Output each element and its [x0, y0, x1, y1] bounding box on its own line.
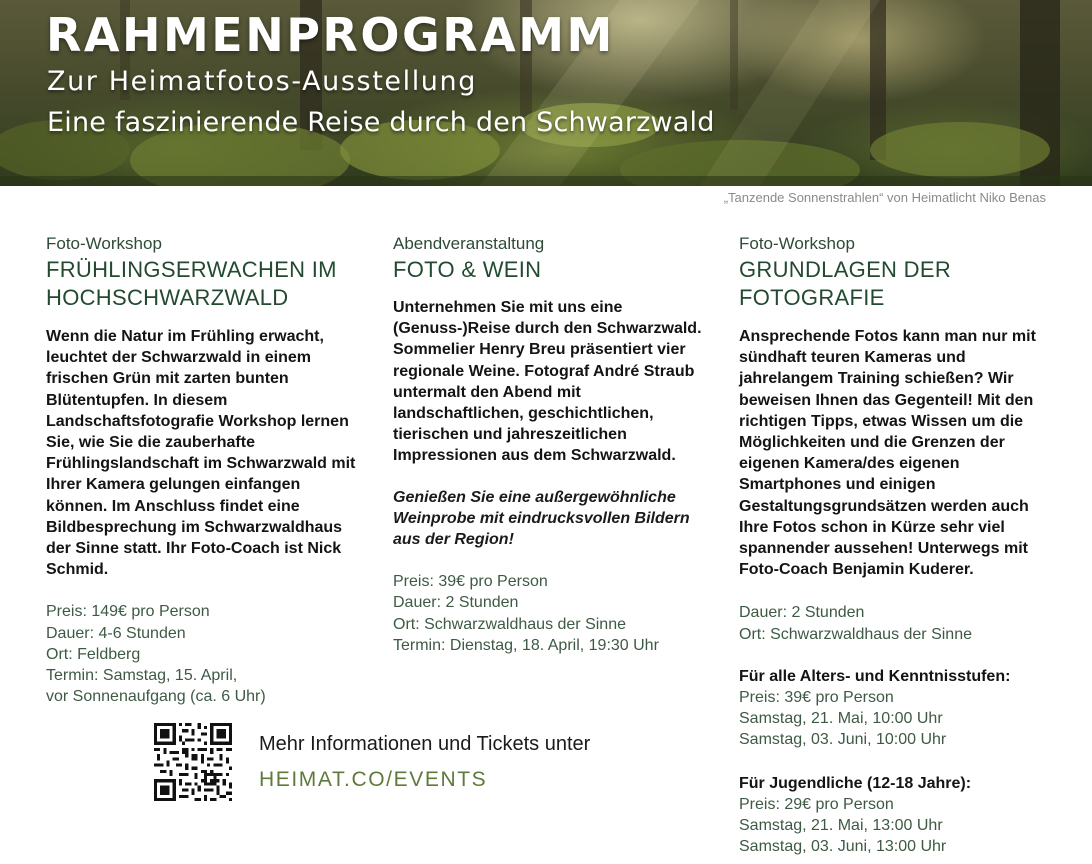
- schedule-group-youth: [739, 773, 1057, 858]
- event-details: Preis: 39€ pro Person Dauer: 2 Stunden Ort: Schwarzwaldhaus der Sinne Termin: Dienstag, 18. April, 19:30 Uhr: [393, 573, 659, 654]
- event-category: Abendveranstaltung: [393, 234, 545, 253]
- event-title: FRÜHLINGSERWACHEN IM HOCHSCHWARZWALD: [46, 257, 337, 310]
- event-category: Foto-Workshop: [739, 234, 855, 253]
- event-description: Wenn die Natur im Frühling erwacht, leuchtet der Schwarzwald in einem frischen Grün mit zarten bunten Blütentupfen. In diesem Landschaftsfotografie Workshop lernen Sie, wie Sie die zauberhafte Frühlingslandschaft im Schwarzwald mit Ihrer Kamera gelungen einfangen können. Im Anschluss findet eine Bildbesprechung im Schwarzwaldhaus der Sinne statt. Ihr Foto-Coach ist Nick Schmid.: [46, 328, 356, 579]
- schedule-group-lines: Preis: 29€ pro Person Samstag, 21. Mai, 13:00 Uhr Samstag, 03. Juni, 13:00 Uhr: [739, 795, 947, 856]
- tickets-link[interactable]: HEIMAT.CO/EVENTS: [259, 768, 488, 791]
- photo-credit: „Tanzende Sonnenstrahlen“ von Heimatlicht Niko Benas: [723, 190, 1046, 205]
- schedule-group-heading: Für alle Alters- und Kenntnisstufen:: [739, 667, 1011, 685]
- page-tagline: Eine faszinierende Reise durch den Schwarzwald: [47, 107, 715, 138]
- event-description: Unternehmen Sie mit uns eine (Genuss-)Reise durch den Schwarzwald. Sommelier Henry Breu präsentiert vier regionale Weine. Fotograf André Straub untermalt den Abend mit landschaftlichen, geschichtlichen, tierischen und jahreszeitlichen Impressionen aus dem Schwarzwald.: [393, 299, 702, 465]
- event-card-basics-workshop: [739, 234, 1057, 857]
- event-title: GRUNDLAGEN DER FOTOGRAFIE: [739, 257, 952, 310]
- qr-code-icon[interactable]: [154, 723, 232, 801]
- event-category: Foto-Workshop: [46, 234, 162, 253]
- event-details: Dauer: 2 Stunden Ort: Schwarzwaldhaus der Sinne: [739, 604, 972, 643]
- tickets-info-text: Mehr Informationen und Tickets unter: [259, 733, 591, 755]
- page-subtitle: Zur Heimatfotos-Ausstellung: [47, 66, 477, 97]
- schedule-group-all-levels: [739, 666, 1057, 751]
- event-description: Ansprechende Fotos kann man nur mit sündhaft teuren Kameras und jahrelangem Training schießen? Wir beweisen Ihnen das Gegenteil! Mit den richtigen Tipps, etwas Wissen um die Möglichkeiten und die Grenzen der eigenen Kamera/des eigenen Smartphones und einigen Gestaltungsgrundsätzen werden auch Ihre Fotos schon in Kürze sehr viel spannender aussehen! Unterwegs mit Foto-Coach Benjamin Kuderer.: [739, 328, 1036, 579]
- page-title: RAHMENPROGRAMM: [46, 8, 615, 62]
- schedule-group-lines: Preis: 39€ pro Person Samstag, 21. Mai, 10:00 Uhr Samstag, 03. Juni, 10:00 Uhr: [739, 689, 947, 749]
- event-highlight: Genießen Sie eine außergewöhnliche Weinprobe mit eindrucksvollen Bildern aus der Region!: [393, 488, 690, 549]
- event-title: FOTO & WEIN: [393, 257, 542, 282]
- event-details: Preis: 149€ pro Person Dauer: 4-6 Stunden Ort: Feldberg Termin: Samstag, 15. April, vor Sonnenaufgang (ca. 6 Uhr): [46, 603, 266, 706]
- header-banner: [0, 0, 1092, 186]
- schedule-group-heading: Für Jugendliche (12-18 Jahre):: [739, 774, 972, 792]
- event-card-foto-wein: [393, 234, 711, 656]
- event-card-spring-workshop: [46, 234, 364, 707]
